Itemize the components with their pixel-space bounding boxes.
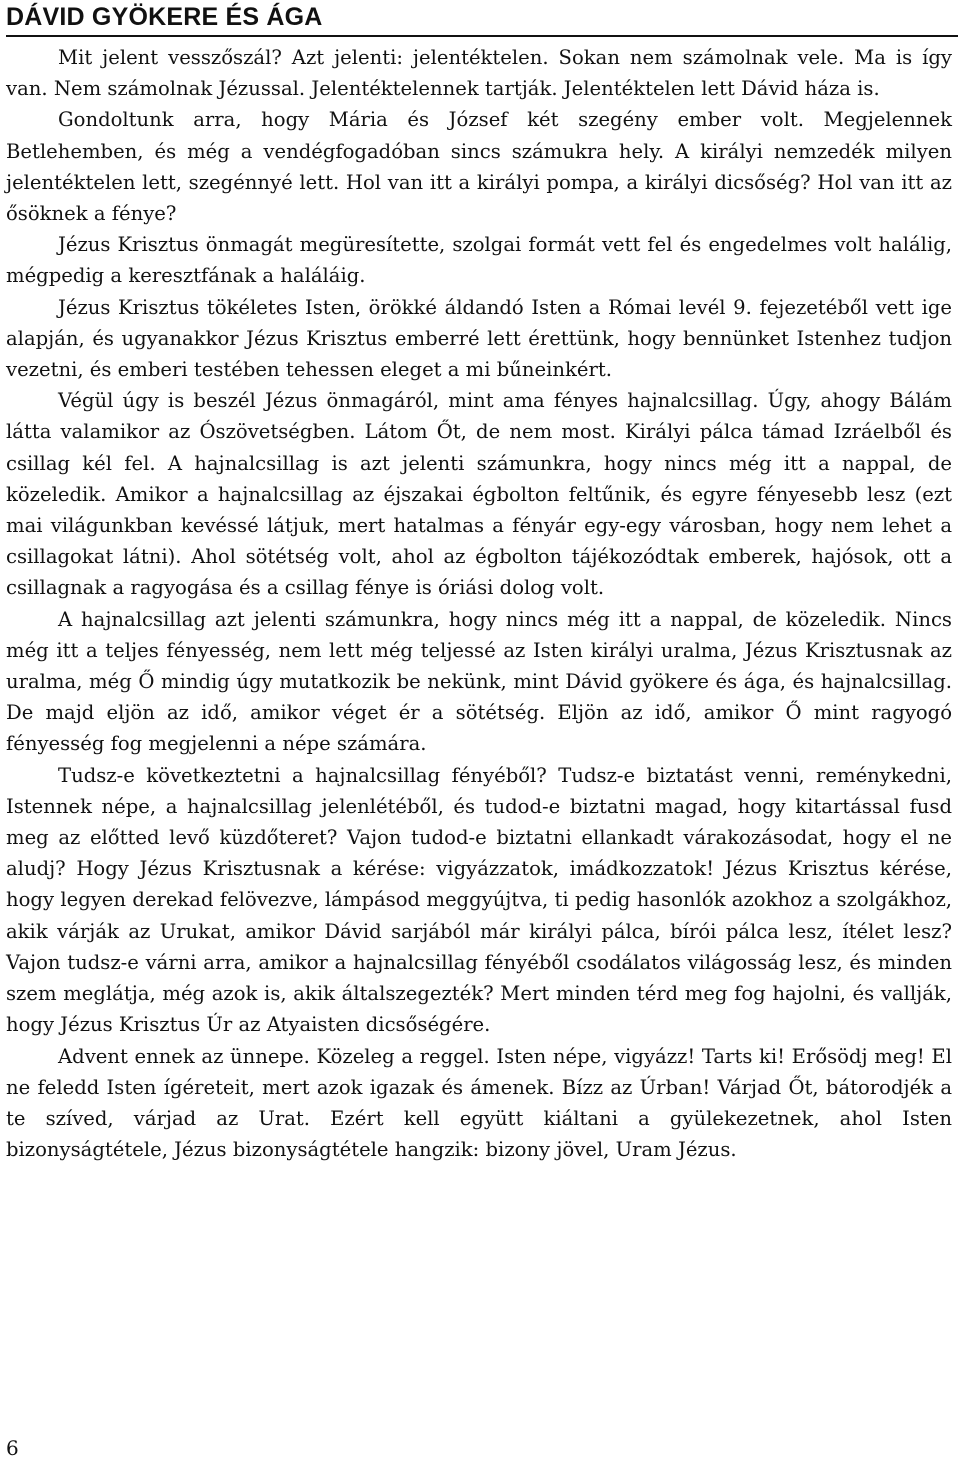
page-title: DÁVID GYÖKERE ÉS ÁGA [6, 3, 323, 31]
paragraph: A hajnalcsillag azt jelenti számunkra, hogy nincs még itt a nappal, de közeledik. Nincs még itt a teljes fényesség, nem lett még teljessé az Isten királyi uralma, Jézus Krisztusnak az uralma, még Ő mindig úgy mutatkozik be nekünk, mint Dávid gyökere és ága, és hajnalcsillag. De majd eljön az idő, amikor véget ér a sötétség. Eljön az idő, amikor Ő mint ragyogó fényesség fog megjelenni a népe számára. [6, 607, 952, 756]
page-number: 6 [6, 1436, 19, 1460]
paragraph: Mit jelent vesszőszál? Azt jelenti: jelentéktelen. Sokan nem számolnak vele. Ma is így van. Nem számolnak Jézussal. Jelentéktelennek tartják. Jelentéktelen lett Dávid háza is. [6, 46, 952, 101]
paragraph: Jézus Krisztus tökéletes Isten, örökké áldandó Isten a Római levél 9. fejezetéből vett ige alapján, és ugyanakkor Jézus Krisztus emberré lett érettünk, hogy bennünket Istenhez tudjon vezetni, és emberi testében tehessen eleget a mi bűneinkért. [6, 295, 952, 382]
paragraph: Gondoltunk arra, hogy Mária és József két szegény ember volt. Megjelennek Betlehemben, és még a vendégfogadóban sincs számukra hely. A királyi nemzedék milyen jelentéktelen lett, szegénnyé lett. Hol van itt a királyi pompa, a királyi dicsőség? Hol van itt az ősöknek a fénye? [6, 108, 952, 226]
title-divider [6, 35, 958, 37]
paragraph: Advent ennek az ünnepe. Közeleg a reggel. Isten népe, vigyázz! Tarts ki! Erősödj meg! El ne feledd Isten ígéreteit, mert azok igazak és ámenek. Bízz az Úrban! Várjad Őt, bátorodjék a te szíved, várjad az Urat. Ezért kell együtt kiáltani a gyülekezetnek, ahol Isten bizonyságtétele, Jézus bizonyságtétele hangzik: bizony jövel, Uram Jézus. [6, 1044, 952, 1162]
article-body [6, 42, 952, 1165]
paragraph: Végül úgy is beszél Jézus önmagáról, mint ama fényes hajnalcsillag. Úgy, ahogy Bálám látta valamikor az Ószövetségben. Látom Őt, de nem most. Királyi pálca támad Izráelből és csillag kél fel. A hajnalcsillag is azt jelenti számunkra, hogy nincs még itt a nappal, de közeledik. Amikor a hajnalcsillag az éjszakai égbolton feltűnik, és egyre fényesebb lesz (ezt mai világunkban kevéssé látjuk, mert hatalmas a fényár egy-egy városban, hogy nem lehet a csillagokat látni). Ahol sötétség volt, ahol az égbolton tájékozódtak emberek, hajósok, ott a csillagnak a ragyogása és a csillag fénye is óriási dolog volt. [6, 389, 952, 600]
paragraph: Jézus Krisztus önmagát megüresítette, szolgai formát vett fel és engedelmes volt halálig, mégpedig a keresztfának a haláláig. [6, 233, 952, 288]
paragraph: Tudsz-e következtetni a hajnalcsillag fényéből? Tudsz-e biztatást venni, reménykedni, Istennek népe, a hajnalcsillag jelenlétéből, és tudod-e biztatni magad, hogy kitartással fusd meg az előtted levő küzdőteret? Vajon tudod-e biztatni ellankadt várakozásodat, hogy el ne aludj? Hogy Jézus Krisztusnak a kérése: vigyázzatok, imádkozzatok! Jézus Krisztus kérése, hogy legyen derekad felövezve, lámpásod meggyújtva, ti pedig hasonlók azokhoz a szolgákhoz, akik várják az Urukat, amikor Dávid sarjából már királyi pálca, bírói pálca lesz, ítélet lesz? Vajon tudsz-e várni arra, amikor a hajnalcsillag fényéből csodálatos világosság lesz, és minden szem meglátja, még azok is, akik általszegezték? Mert minden térd meg fog hajolni, és vallják, hogy Jézus Krisztus Úr az Atyaisten dicsőségére. [6, 763, 952, 1037]
